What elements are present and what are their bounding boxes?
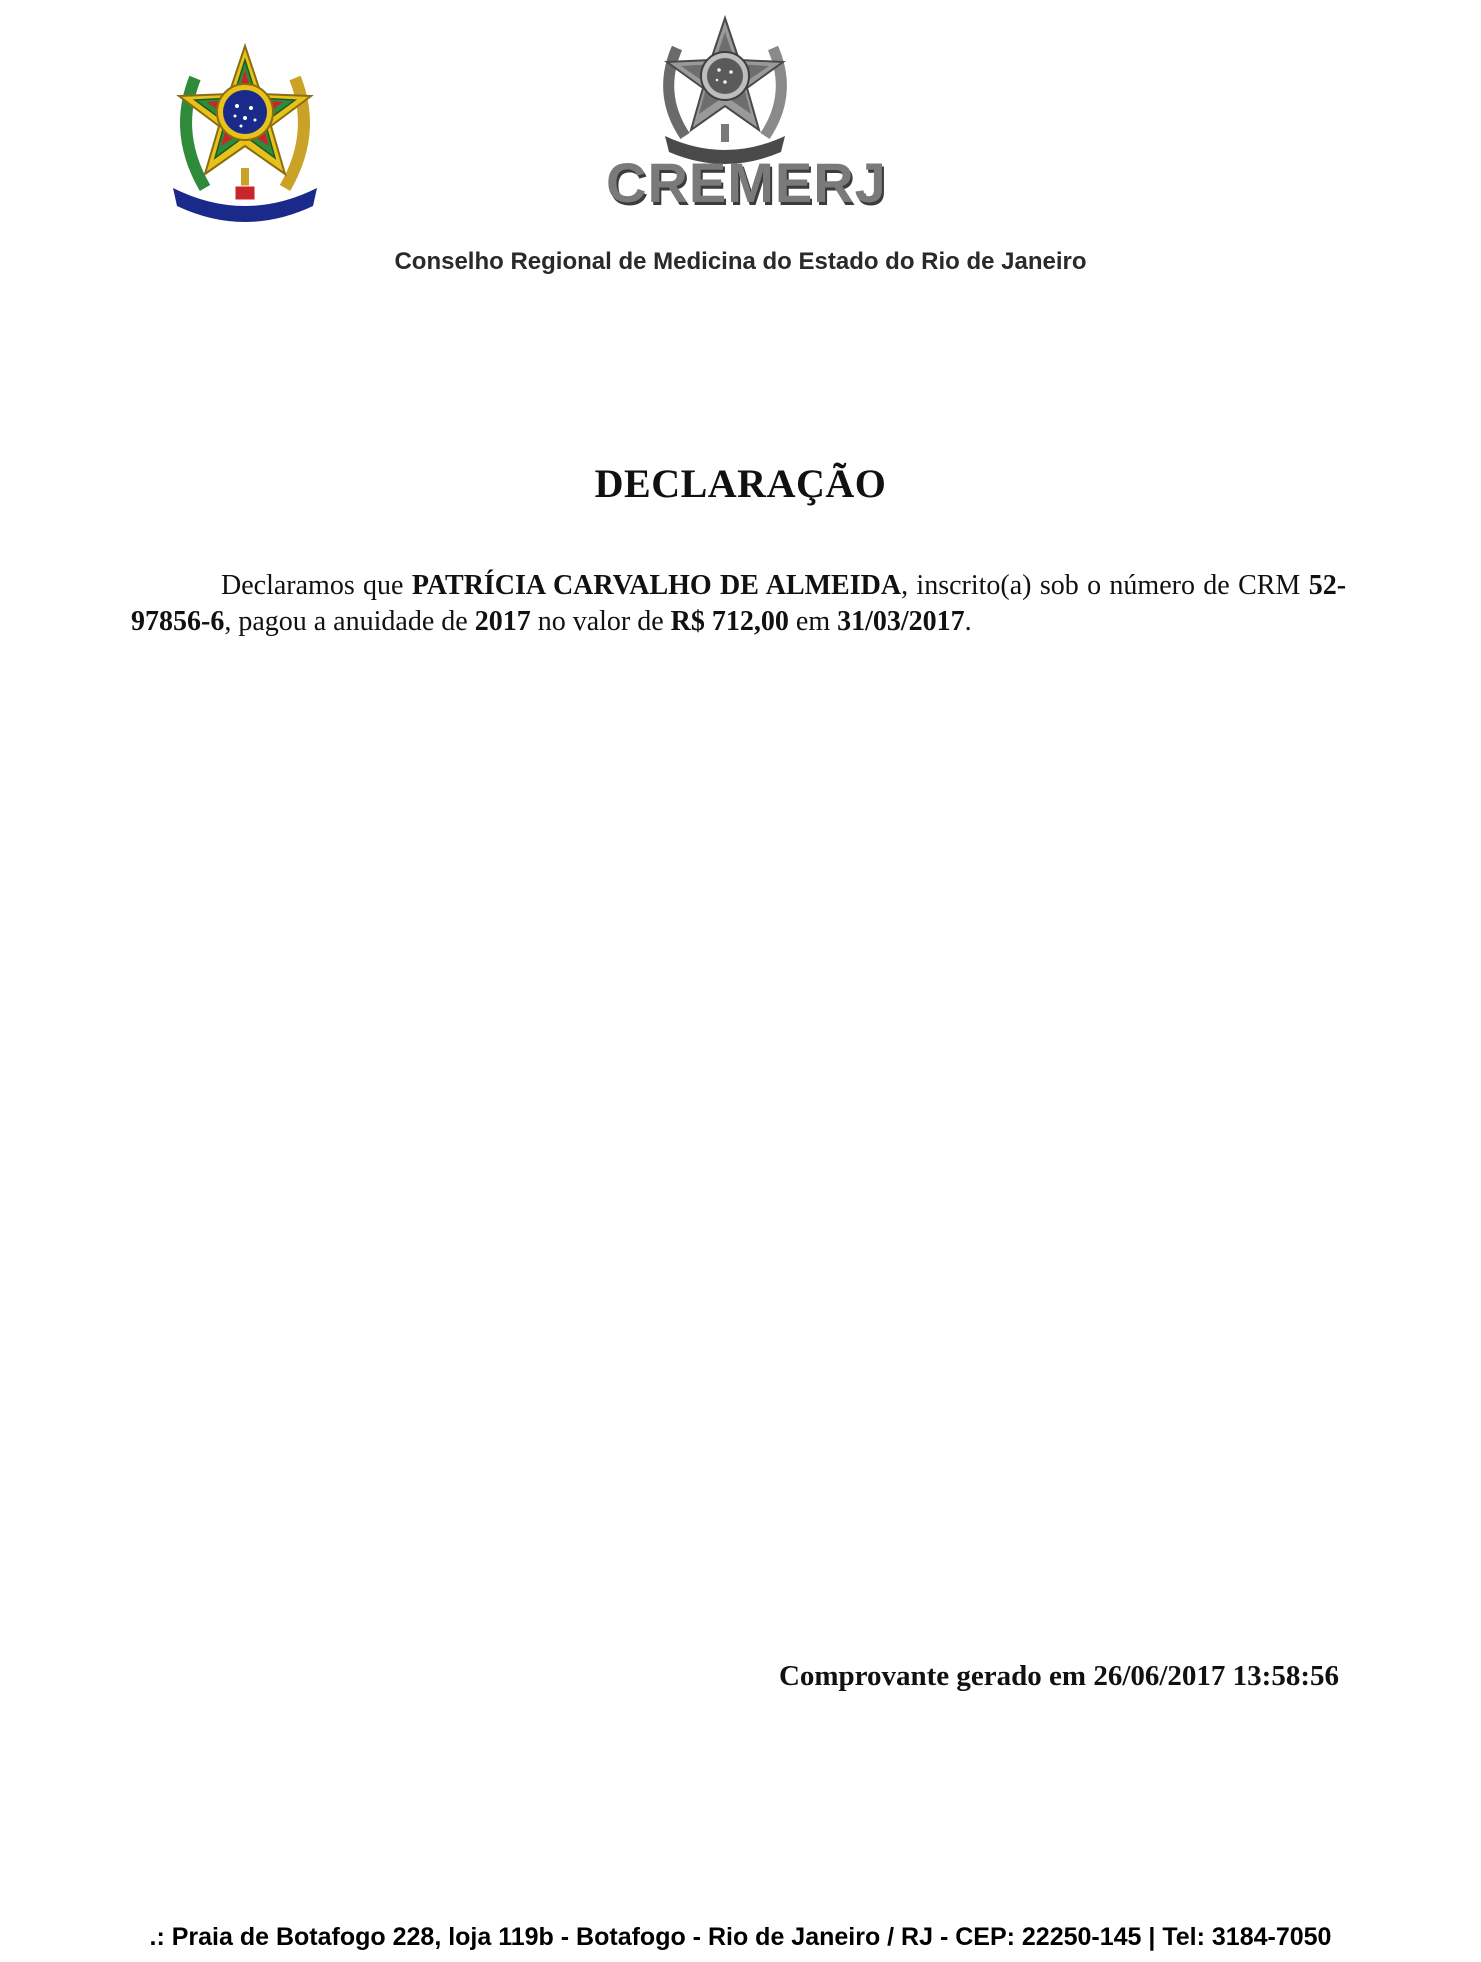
payment-date: 31/03/2017 [837,606,965,637]
doctor-name: PATRÍCIA CARVALHO DE ALMEIDA [411,570,902,601]
declaration-text-1: Declaramos que [221,570,412,601]
payment-amount: R$ 712,00 [670,606,789,637]
declaration-text-6: . [964,606,972,637]
declaration-text-2: , inscrito(a) sob o número de CRM [901,570,1309,601]
brazil-coat-of-arms-icon [165,38,325,228]
crm-number: 52-97856-6 [131,570,1347,637]
cremerj-logo: CREMERJ [606,151,887,214]
declaration-text-4: no valor de [530,606,671,637]
organization-name [0,248,1481,276]
organization-name-text: Conselho Regional de Medicina do Estado do Rio de Janeiro [394,248,1087,275]
annuity-year: 2017 [474,606,531,637]
footer-address: .: Praia de Botafogo 228, loja 119b - Botafogo - Rio de Janeiro / RJ - CEP: 22250-145 | Tel: 3184-7050 [149,1923,1332,1951]
declaration-paragraph [131,568,1346,640]
declaration-text-5: em [788,606,838,637]
document-title: DECLARAÇÃO [594,461,887,506]
declaration-text-3: , pagou a anuidade de [224,606,475,637]
generated-timestamp: Comprovante gerado em 26/06/2017 13:58:56 [778,1660,1339,1692]
brazil-coat-of-arms-grayscale-icon [655,14,795,164]
